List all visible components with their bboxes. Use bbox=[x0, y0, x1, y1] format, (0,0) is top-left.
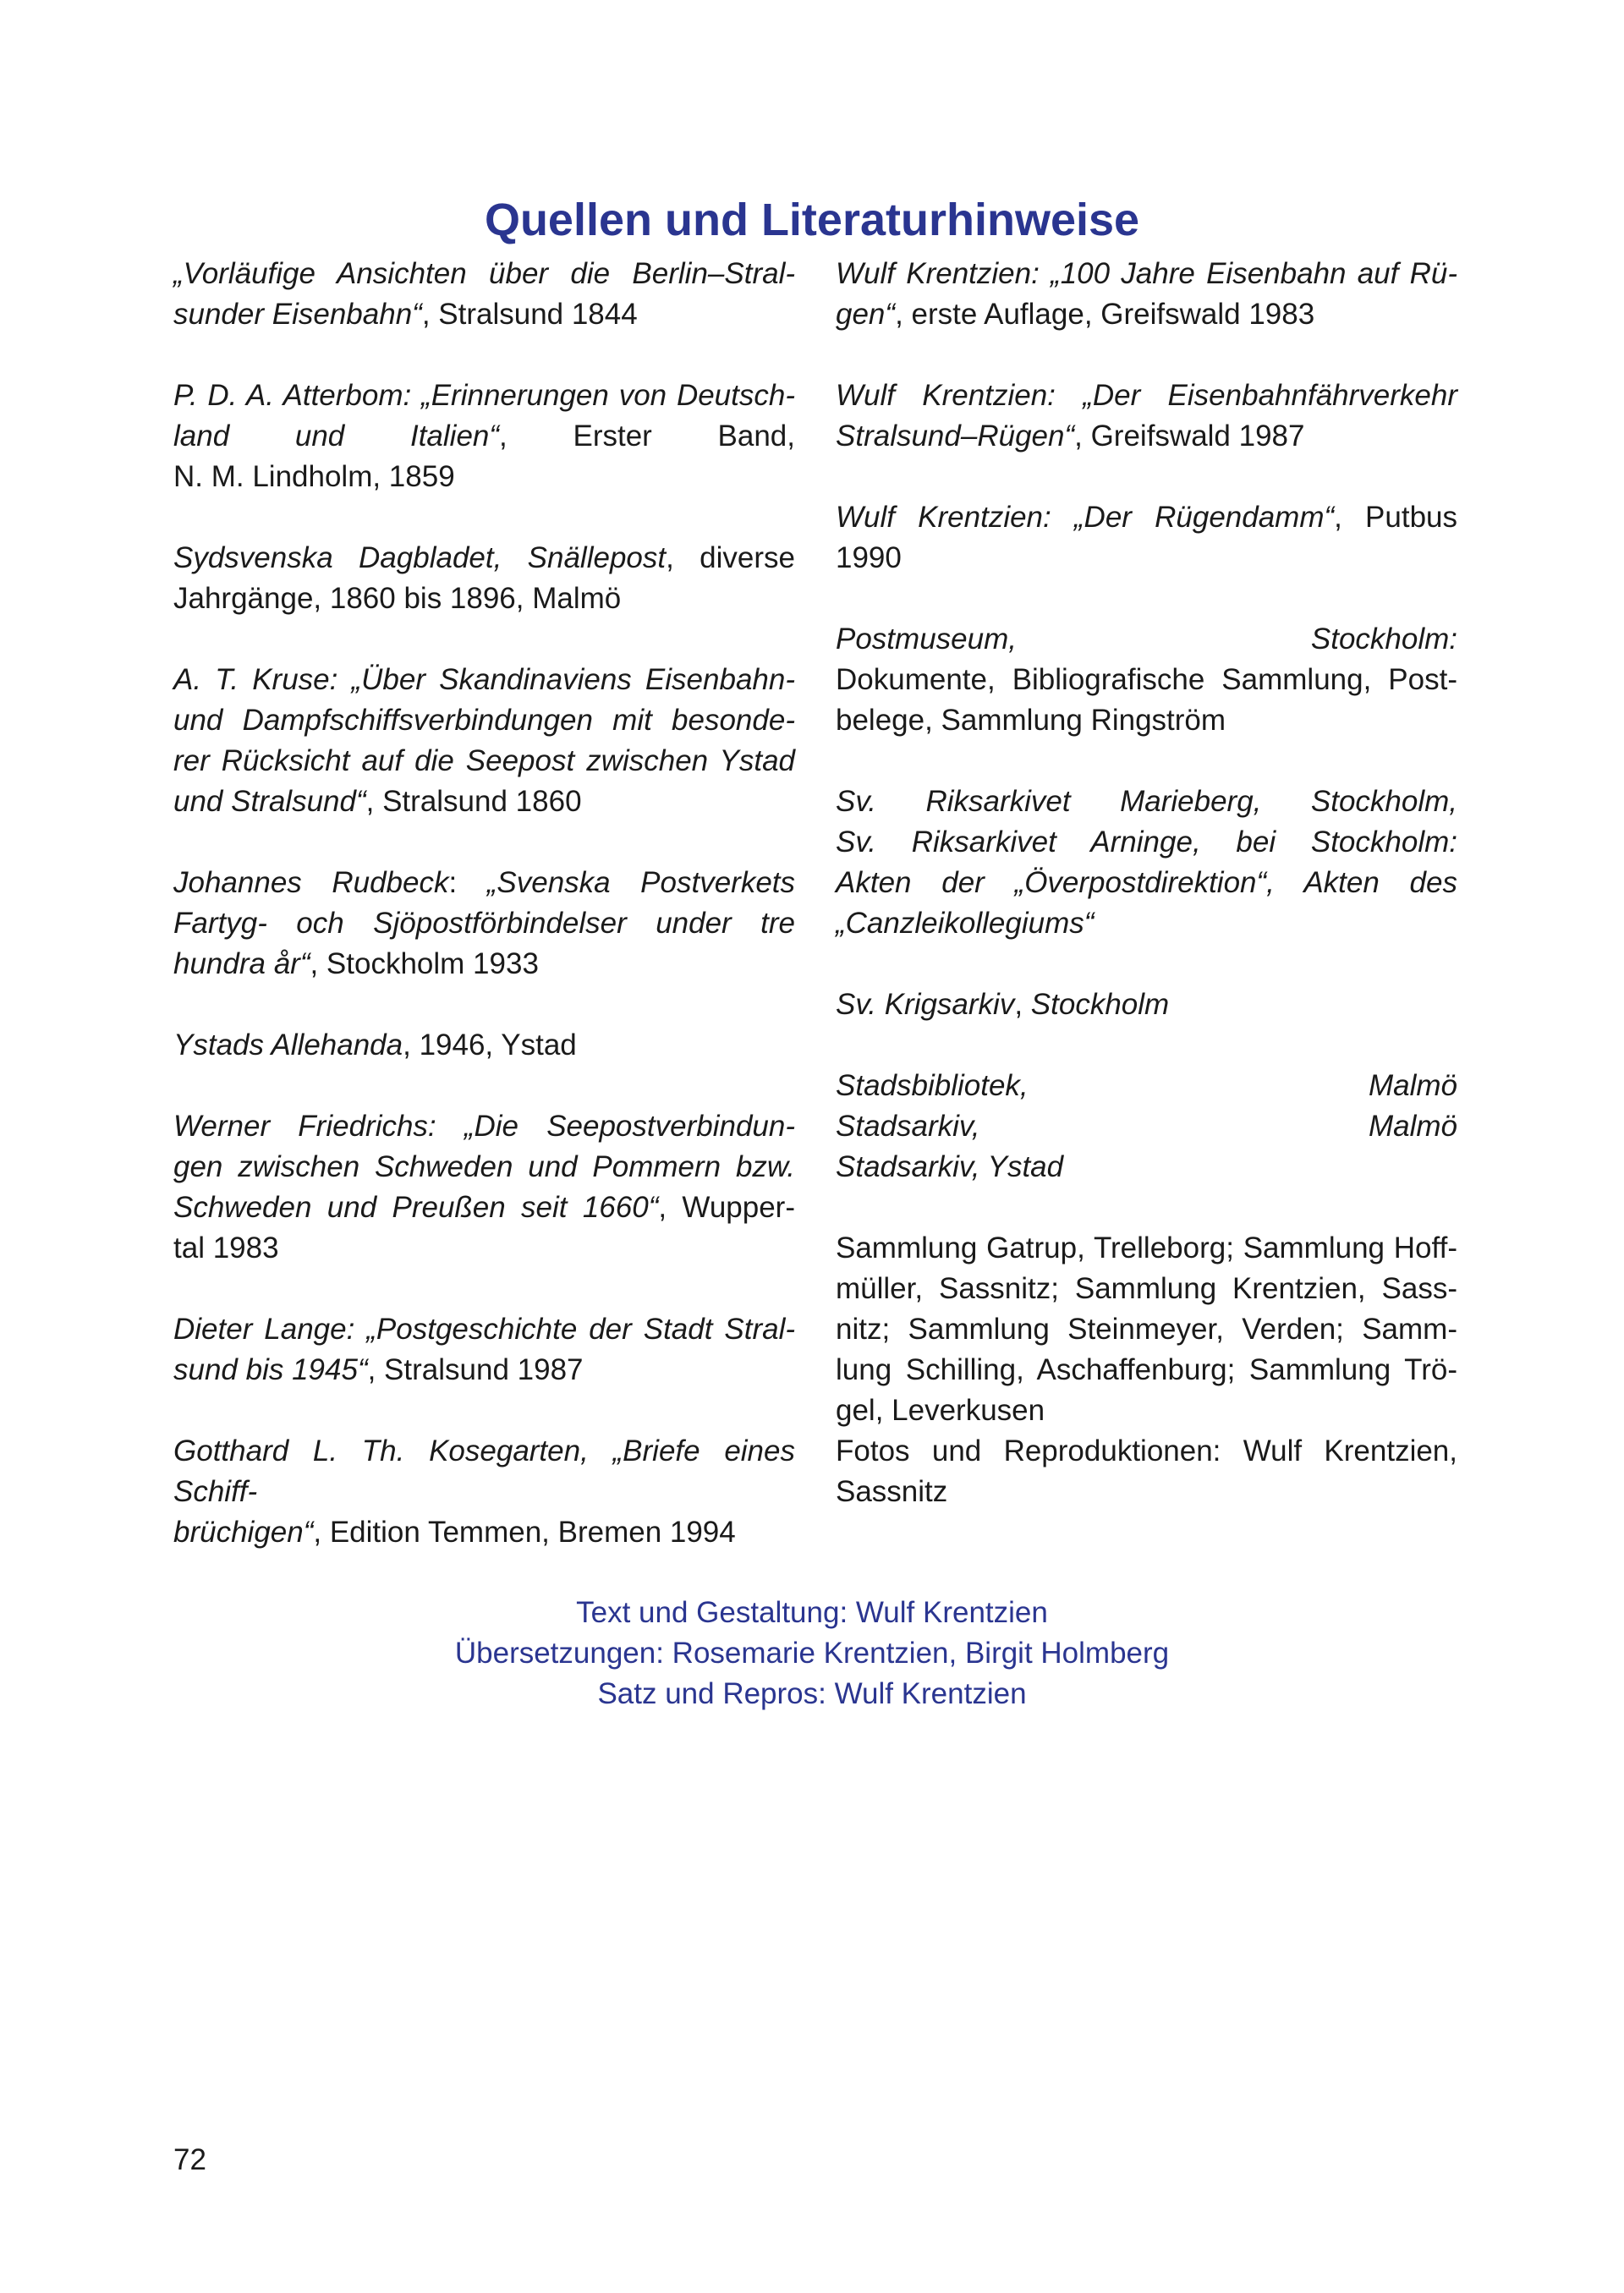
bibliography-entry bbox=[836, 254, 1457, 335]
entry-italic-text: Sydsvenska Dagbladet, Snällepost bbox=[173, 541, 667, 574]
entry-normal-text: nitz; Sammlung Steinmeyer, Verden; Samm- bbox=[836, 1313, 1457, 1346]
bibliography-entry bbox=[836, 619, 1457, 741]
entry-italic-text: und Stralsund“ bbox=[173, 785, 366, 818]
entry-italic-text: Dieter Lange: „Postgeschichte der Stadt Stral- bbox=[173, 1313, 795, 1346]
entry-line bbox=[173, 1228, 795, 1269]
entry-line bbox=[836, 782, 1457, 822]
entry-italic-text: Fartyg- och Sjöpostförbindelser under tre bbox=[173, 907, 795, 940]
entry-italic-text: P. D. A. Atterbom: „Erinnerungen von Deutsch- bbox=[173, 379, 795, 412]
bibliography-entry bbox=[173, 863, 795, 985]
entry-normal-text: , bbox=[1014, 988, 1031, 1021]
entry-line bbox=[836, 294, 1457, 335]
credit-typesetting: Satz und Repros: Wulf Krentzien bbox=[597, 1677, 1027, 1710]
entry-italic-text: „Svenska Postverkets bbox=[486, 866, 796, 899]
bibliography-right-column bbox=[836, 254, 1457, 1553]
bibliography-entry bbox=[836, 1228, 1457, 1431]
entry-normal-text: , Erster Band, bbox=[499, 420, 795, 453]
entry-italic-text: gen“ bbox=[836, 298, 896, 331]
entry-italic-text: Wulf Krentzien: „100 Jahre Eisenbahn auf Rü- bbox=[836, 257, 1457, 290]
bibliography-entry bbox=[836, 782, 1457, 944]
entry-italic-text: Sv. Riksarkivet Arninge, bei Stockholm: bbox=[836, 826, 1457, 859]
entry-line bbox=[173, 660, 795, 700]
entry-line bbox=[836, 1472, 1457, 1512]
entry-normal-text: , Wupper- bbox=[658, 1191, 795, 1224]
entry-line bbox=[836, 985, 1457, 1025]
entry-line bbox=[836, 619, 1457, 660]
entry-line bbox=[173, 700, 795, 741]
bibliography-entry bbox=[173, 376, 795, 497]
entry-line bbox=[836, 1066, 1457, 1106]
entry-line bbox=[173, 741, 795, 782]
entry-normal-text: , Stralsund 1844 bbox=[421, 298, 638, 331]
bibliography-entry bbox=[173, 1025, 795, 1066]
entry-line bbox=[836, 376, 1457, 416]
bibliography-entry bbox=[836, 1431, 1457, 1512]
entry-line bbox=[836, 1309, 1457, 1350]
entry-line bbox=[173, 294, 795, 335]
entry-line bbox=[173, 457, 795, 497]
entry-line bbox=[836, 416, 1457, 457]
entry-normal-text: : bbox=[448, 866, 487, 899]
entry-line bbox=[836, 1147, 1457, 1188]
entry-line bbox=[836, 700, 1457, 741]
entry-line bbox=[173, 903, 795, 944]
entry-italic-text: Wulf Krentzien: „Der Eisenbahnfährverkehr bbox=[836, 379, 1457, 412]
bibliography-entry bbox=[173, 1431, 795, 1553]
bibliography-entry bbox=[836, 497, 1457, 579]
entry-normal-text: Sassnitz bbox=[836, 1475, 948, 1508]
entry-line bbox=[836, 1350, 1457, 1391]
entry-normal-text: , Stockholm 1933 bbox=[310, 947, 539, 980]
entry-italic-text: Schweden und Preußen seit 1660“ bbox=[173, 1191, 659, 1224]
bibliography-entry bbox=[836, 1066, 1457, 1188]
entry-italic-text: „Canzleikollegiums“ bbox=[836, 907, 1095, 940]
entry-italic-text: Stockholm bbox=[1030, 988, 1170, 1021]
entry-line bbox=[836, 1106, 1457, 1147]
entry-normal-text: N. M. Lindholm, 1859 bbox=[173, 460, 455, 493]
entry-italic-text: A. T. Kruse: „Über Skandinaviens Eisenbahn- bbox=[173, 663, 795, 696]
credit-translations: Übersetzungen: Rosemarie Krentzien, Birgit Holmberg bbox=[454, 1637, 1170, 1670]
entry-italic-text: land und Italien“ bbox=[173, 420, 500, 453]
entry-line bbox=[173, 1431, 795, 1512]
entry-normal-text: , Stralsund 1860 bbox=[365, 785, 582, 818]
entry-line bbox=[836, 1431, 1457, 1472]
entry-italic-text: Werner Friedrichs: „Die Seepostverbindun- bbox=[173, 1110, 795, 1143]
entry-normal-text: Sammlung Gatrup, Trelleborg; Sammlung Hoff- bbox=[836, 1232, 1457, 1264]
entry-line bbox=[173, 1147, 795, 1188]
entry-normal-text: tal 1983 bbox=[173, 1232, 279, 1264]
entry-line bbox=[836, 822, 1457, 863]
entry-italic-text: Stadsbibliotek, Malmö bbox=[836, 1069, 1457, 1102]
entry-italic-text: sund bis 1945“ bbox=[173, 1353, 368, 1386]
entry-italic-text: Sv. Riksarkivet Marieberg, Stockholm, bbox=[836, 785, 1457, 818]
entry-normal-text: , Stralsund 1987 bbox=[367, 1353, 584, 1386]
entry-line bbox=[173, 782, 795, 822]
entry-italic-text: „Vorläufige Ansichten über die Berlin–Stral- bbox=[173, 257, 795, 290]
entry-line bbox=[173, 1106, 795, 1147]
entry-italic-text: Stadsarkiv, Malmö bbox=[836, 1110, 1457, 1143]
entry-normal-text: , Greifswald 1987 bbox=[1074, 420, 1305, 453]
entry-line bbox=[173, 1309, 795, 1350]
entry-italic-text: sunder Eisenbahn“ bbox=[173, 298, 422, 331]
entry-normal-text: müller, Sassnitz; Sammlung Krentzien, Sass- bbox=[836, 1272, 1457, 1305]
entry-italic-text: Ystads Allehanda bbox=[173, 1029, 403, 1061]
entry-line bbox=[173, 1188, 795, 1228]
entry-line bbox=[173, 1025, 795, 1066]
entry-italic-text: Akten der „Överpostdirektion“, Akten des bbox=[836, 866, 1457, 899]
entry-line bbox=[173, 416, 795, 457]
entry-normal-text: , erste Auflage, Greifswald 1983 bbox=[895, 298, 1315, 331]
credit-text-design: Text und Gestaltung: Wulf Krentzien bbox=[576, 1596, 1048, 1629]
entry-line bbox=[836, 1391, 1457, 1431]
entry-normal-text: gel, Leverkusen bbox=[836, 1394, 1045, 1427]
entry-line bbox=[173, 538, 795, 579]
bibliography-left-column bbox=[173, 254, 795, 1594]
page-number: 72 bbox=[173, 2143, 206, 2176]
entry-normal-text: Fotos und Reproduktionen: Wulf Krentzien, bbox=[836, 1434, 1457, 1467]
entry-line bbox=[173, 376, 795, 416]
entry-italic-text: Wulf Krentzien: „Der Rügendamm“ bbox=[836, 501, 1335, 534]
entry-line bbox=[173, 254, 795, 294]
entry-normal-text: Dokumente, Bibliografische Sammlung, Post- bbox=[836, 663, 1457, 696]
entry-line bbox=[173, 1350, 795, 1391]
entry-line bbox=[173, 944, 795, 985]
entry-line bbox=[173, 579, 795, 619]
entry-italic-text: und Dampfschiffsverbindungen mit besonde- bbox=[173, 704, 795, 737]
bibliography-entry bbox=[173, 660, 795, 822]
entry-normal-text: belege, Sammlung Ringström bbox=[836, 704, 1226, 737]
entry-line bbox=[836, 497, 1457, 538]
entry-line bbox=[836, 863, 1457, 903]
bibliography-entry bbox=[836, 376, 1457, 457]
entry-italic-text: hundra år“ bbox=[173, 947, 310, 980]
entry-line bbox=[836, 903, 1457, 944]
entry-normal-text: 1990 bbox=[836, 541, 902, 574]
entry-normal-text: Jahrgänge, 1860 bis 1896, Malmö bbox=[173, 582, 622, 615]
entry-italic-text: rer Rücksicht auf die Seepost zwischen Ystad bbox=[173, 744, 795, 777]
bibliography-entry bbox=[173, 1106, 795, 1269]
entry-normal-text: , diverse bbox=[666, 541, 795, 574]
entry-italic-text: Postmuseum, Stockholm: bbox=[836, 623, 1457, 656]
credits-block bbox=[0, 1593, 1624, 1714]
entry-line bbox=[836, 1228, 1457, 1269]
entry-normal-text: , Putbus bbox=[1334, 501, 1458, 534]
entry-italic-text: Stadsarkiv, Ystad bbox=[836, 1150, 1064, 1183]
entry-italic-text: Sv. Krigsarkiv bbox=[836, 988, 1015, 1021]
entry-line bbox=[173, 863, 795, 903]
entry-line bbox=[836, 660, 1457, 700]
bibliography-entry bbox=[173, 538, 795, 619]
entry-italic-text: Johannes Rudbeck bbox=[173, 866, 449, 899]
entry-italic-text: Stralsund–Rügen“ bbox=[836, 420, 1075, 453]
entry-normal-text: , 1946, Ystad bbox=[403, 1029, 577, 1061]
entry-normal-text: lung Schilling, Aschaffenburg; Sammlung Trö- bbox=[836, 1353, 1457, 1386]
entry-normal-text: , Edition Temmen, Bremen 1994 bbox=[313, 1516, 736, 1549]
bibliography-entry bbox=[836, 985, 1457, 1025]
entry-line bbox=[836, 254, 1457, 294]
entry-italic-text: Gotthard L. Th. Kosegarten, „Briefe eines Schiff- bbox=[173, 1434, 795, 1508]
entry-line bbox=[173, 1512, 795, 1553]
bibliography-entry bbox=[173, 254, 795, 335]
entry-line bbox=[836, 538, 1457, 579]
entry-italic-text: brüchigen“ bbox=[173, 1516, 314, 1549]
entry-line bbox=[836, 1269, 1457, 1309]
bibliography-entry bbox=[173, 1309, 795, 1391]
entry-italic-text: gen zwischen Schweden und Pommern bzw. bbox=[173, 1150, 795, 1183]
page-title: Quellen und Literaturhinweise bbox=[484, 195, 1140, 246]
